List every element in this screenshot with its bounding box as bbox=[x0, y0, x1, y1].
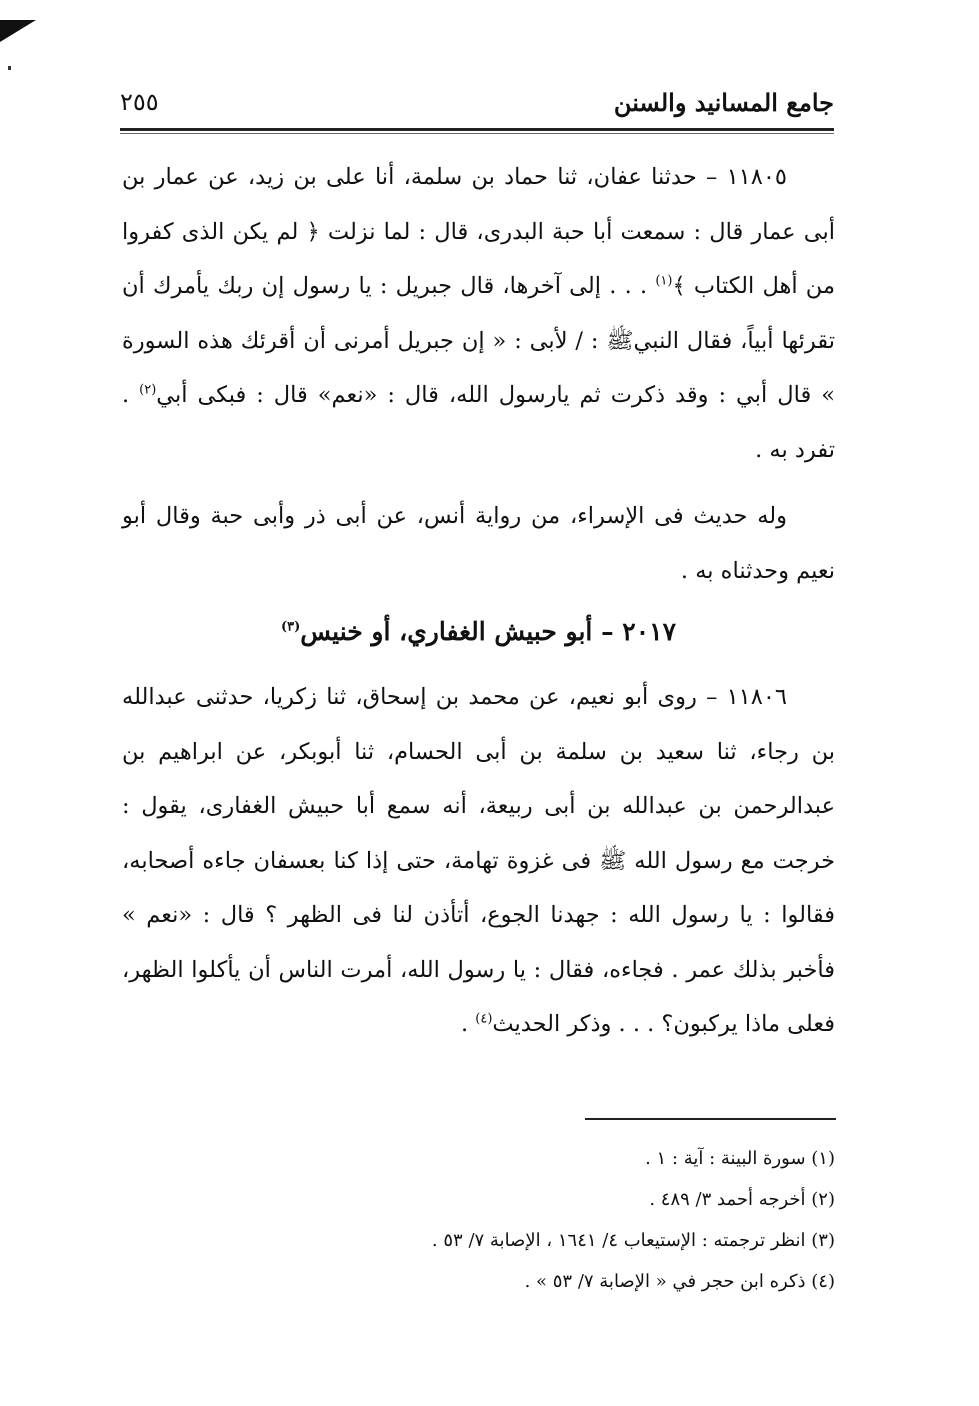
header-rule bbox=[120, 128, 834, 134]
hadith-11806-text-1: ١١٨٠٦ – روى أبو نعيم، عن محمد بن إسحاق، ثنا زكريا، حدثنى عبدالله بن رجاء، ثنا سعيد بن سلمة بن أبى الحسام، ثنا أبوبكر، عن ابراهيم بن عبدالرحمن بن عبدالله بن أبى ربيعة، أنه سمع أبا حبيش الغفارى، يقول : خرجت مع رسول الله ﷺ فى غزوة تهامة، حتى إذا كنا بعسفان جاءه أصحابه، فقالوا : يا رسول الله : جهدنا الجوع، أتأذن لنا فى الظهر ؟ قال : «نعم » فأخبر بذلك عمر . فجاءه، فقال : يا رسول الله، أمرت الناس أن يأكلوا الظهر، فعلى ماذا يركبون؟ . . . وذكر الحديث bbox=[122, 684, 835, 1037]
section-heading-text: ٢٠١٧ – أبو حبيش الغفاري، أو خنيس bbox=[300, 617, 676, 646]
footnote-ref-1: (١) bbox=[655, 273, 673, 289]
hadith-11806 bbox=[122, 670, 835, 1052]
hadith-11805-text-3: . تفرد به . bbox=[122, 382, 835, 463]
hadith-11805-text-2: . . . إلى آخرها، قال جبريل : يا رسول إن ربك يأمرك أن تقرئها أبياً، فقال النبيﷺ : / لأبى : « إن جبريل أمرنى أن أقرئك هذه السورة » قال أبي : وقد ذكرت ثم يارسول الله، قال : «نعم» قال : فبكى أبي bbox=[122, 273, 835, 408]
isra-note: وله حديث فى الإسراء، من رواية أنس، عن أبى ذر وأبى حبة وقال أبو نعيم وحدثناه به . bbox=[122, 503, 835, 584]
page-header bbox=[120, 78, 834, 126]
hadith-11805 bbox=[122, 150, 835, 477]
page-number: ٢٥٥ bbox=[120, 88, 159, 116]
footnote-ref-4: (٤) bbox=[475, 1011, 493, 1027]
footnote-4: (٤) ذكره ابن حجر في « الإصابة ٧/ ٥٣ » . bbox=[524, 1271, 835, 1292]
footnote-2: (٢) أخرجه أحمد ٣/ ٤٨٩ . bbox=[649, 1189, 835, 1210]
footnotes bbox=[300, 1138, 835, 1302]
hadith-11806-text-2: . bbox=[460, 1011, 476, 1037]
scan-corner-mark bbox=[0, 20, 36, 42]
footnote-3: (٣) انظر ترجمته : الإستيعاب ٤/ ١٦٤١ ، الإصابة ٧/ ٥٣ . bbox=[431, 1230, 835, 1251]
footnote-ref-3: (٣) bbox=[280, 619, 301, 635]
footnote-ref-2: (٢) bbox=[139, 382, 157, 398]
footnote-1: (١) سورة البينة : آية : ١ . bbox=[645, 1148, 835, 1169]
main-text bbox=[122, 150, 835, 1052]
hadith-11805-text-1: ١١٨٠٥ – حدثنا عفان، ثنا حماد بن سلمة، أنا على بن زيد، عن عمار بن أبى عمار قال : سمعت أبا حبة البدرى، قال : لما نزلت ﴿ لم يكن الذى كفروا من أهل الكتاب ﴾ bbox=[122, 164, 835, 299]
running-title: جامع المسانيد والسنن bbox=[613, 87, 834, 117]
section-heading bbox=[122, 604, 835, 660]
footnote-rule bbox=[585, 1118, 836, 1120]
scan-edge-dot bbox=[8, 66, 11, 70]
